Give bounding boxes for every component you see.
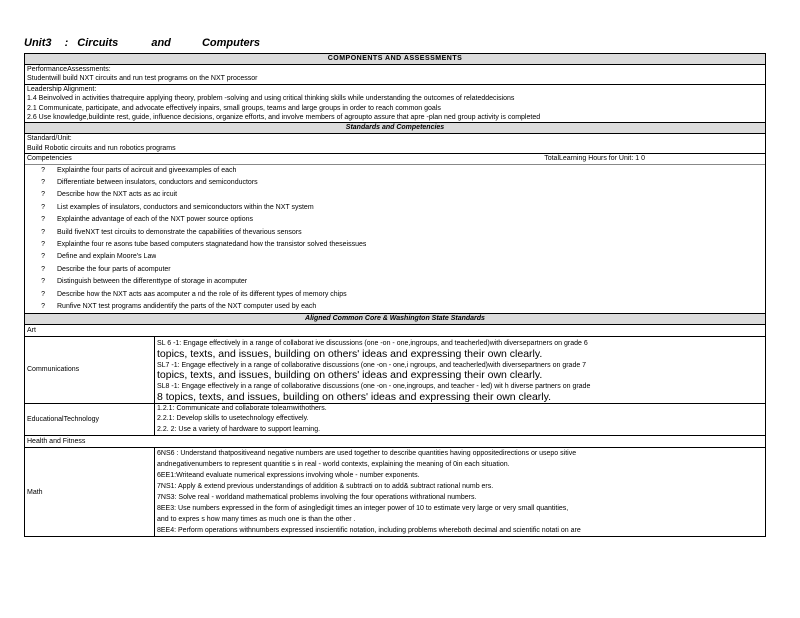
curriculum-table [24, 53, 766, 537]
bullet-marker: ? [41, 228, 45, 236]
list-item [25, 227, 765, 239]
edtech-content [155, 404, 765, 436]
unit-title-word-1: Circuits [77, 37, 119, 49]
competencies-label: Competencies [27, 155, 72, 163]
communications-row [25, 337, 765, 403]
competency-text: Describe how the NXT acts aas acomputer a nd the role of its different types of memory chips [57, 290, 347, 298]
health-fitness-row: Health and Fitness [25, 436, 765, 448]
bullet-marker: ? [41, 203, 45, 211]
bullet-marker: ? [41, 191, 45, 199]
performance-label: PerformanceAssessments: [27, 66, 111, 73]
competency-text: Describe how the NXT acts as ac ircuit [57, 191, 178, 199]
competency-text: Distinguish between the differenttype of storage in acomputer [57, 278, 248, 286]
math-standard: 8EE4: Perform operations withnumbers expressed inscientific notation, including problems whereboth decimal and scientific notati on are [157, 527, 581, 535]
bullet-marker: ? [41, 253, 45, 261]
list-item [25, 165, 765, 177]
bullet-marker: ? [41, 302, 45, 310]
standard-unit-section [25, 134, 765, 154]
edtech-standard: 1.2.1: Communicate and collaborate tolearnwithothers. [157, 404, 327, 412]
communications-standard-continued: 8 topics, texts, and issues, building on others' ideas and expressing their own clearly. [157, 391, 552, 403]
unit-title-number: Unit3 [24, 37, 52, 49]
competency-text: Describe the four parts of acomputer [57, 265, 171, 273]
standard-unit-label: Standard/Unit: [27, 135, 72, 143]
bullet-marker: ? [41, 290, 45, 298]
unit-title [24, 36, 766, 51]
bullet-marker: ? [41, 179, 45, 187]
list-item [25, 276, 765, 288]
math-row [25, 448, 765, 536]
communications-standard-continued: topics, texts, and issues, building on others' ideas and expressing their own clearly. [157, 348, 543, 360]
math-standard: andnegativenumbers to represent quantitie s in real - world contexts, explaining the meaning of 0in each situation. [157, 461, 510, 469]
total-hours-label: TotalLearning Hours for Unit: 1 0 [544, 155, 645, 163]
bullet-marker: ? [41, 216, 45, 224]
art-row: Art [25, 325, 765, 337]
communications-standard: SL 6 -1: Engage effectively in a range of collaborat ive discussions (one -on - one,ingroups, and teacherled)with diversepartners on grade 6 [157, 340, 588, 348]
list-item [25, 264, 765, 276]
communications-label: Communications [25, 337, 155, 402]
edtech-label: EducationalTechnology [25, 404, 155, 436]
aligned-standards-band: Aligned Common Core & Washington State Standards [25, 313, 765, 325]
list-item [25, 251, 765, 263]
unit-title-word-3: Computers [201, 37, 261, 49]
unit-title-word-2: and [151, 37, 171, 49]
leadership-line: 2.6 Use knowledge,buildinte rest, guide, influence decisions, organize efforts, and involve members of agroupto assure that apre -plan ned group activity is completed [27, 114, 541, 122]
bullet-marker: ? [41, 241, 45, 248]
math-label: Math [25, 448, 155, 536]
bullet-marker: ? [41, 265, 45, 273]
list-item [25, 189, 765, 201]
edtech-standard: 2.2. 2: Use a variety of hardware to support learning. [157, 425, 321, 433]
unit-title-separator: : [64, 37, 69, 49]
math-standard: and to expres s how many times as much one is than the other . [157, 516, 356, 524]
competency-text: List examples of insulators, conductors and semiconductors within the NXT system [57, 203, 314, 211]
competency-text: Explainthe advantage of each of the NXT power source options [57, 216, 253, 224]
competency-text: Runfive NXT test programs andidentify the parts of the NXT computer used by each [57, 302, 317, 310]
leadership-line: 1.4 Beinvolved in activities thatrequire applying theory, problem -solving and using critical thinking skills while understanding the outcomes of relateddecisions [27, 95, 515, 103]
bullet-marker: ? [41, 278, 45, 286]
competency-text: Explainthe four parts of acircuit and giveexamples of each [57, 166, 237, 174]
bullet-marker: ? [41, 166, 45, 174]
math-standard: 7NS1: Apply & extend previous understandings of addition & subtracti on to add& subtract rational numb ers. [157, 483, 494, 491]
list-item [25, 301, 765, 313]
competency-text: Define and explain Moore's Law [57, 253, 157, 261]
standards-band: Standards and Competencies [25, 122, 765, 134]
leadership-line: 2.1 Communicate, participate, and advocate effectively inpairs, small groups, teams and large groups in order to reach common goals [27, 104, 441, 112]
math-standard: 6NS6 : Understand thatpositiveand negative numbers are used together to describe quantities having oppositedirections or usepo sitive [157, 450, 577, 458]
list-item [25, 214, 765, 226]
list-item [25, 289, 765, 301]
performance-text: Studentwill build NXT circuits and run test programs on the NXT processor [27, 75, 258, 83]
standard-unit-text: Build Robotic circuits and run robotics programs [27, 144, 176, 152]
competencies-section [25, 154, 765, 313]
communications-standard: SL8 -1: Engage effectively in a range of collaborative discussions (one -on - one,ingroups, and teacher - led) wit h diverse partners on grade [157, 383, 591, 391]
list-item [25, 177, 765, 189]
competency-text: Differentiate between insulators, conductors and semiconductors [57, 179, 258, 187]
competency-text: Explainthe four re asons tube based computers stagnatedand how the transistor solved theseissues [57, 241, 367, 248]
edtech-row [25, 404, 765, 437]
list-item [25, 239, 765, 251]
performance-section [25, 65, 765, 85]
communications-standard-continued: topics, texts, and issues, building on others' ideas and expressing their own clearly. [157, 370, 543, 382]
competencies-header [25, 154, 765, 164]
components-band: COMPONENTS AND ASSESSMENTS [25, 54, 765, 65]
communications-content [155, 337, 765, 402]
math-content [155, 448, 765, 536]
math-standard: 8EE3: Use numbers expressed in the form of asingledigit times an integer power of 10 to estimate very large or very small quantities, [157, 505, 569, 513]
list-item [25, 202, 765, 214]
document-page [24, 36, 766, 537]
communications-standard: SL7 -1: Engage effectively in a range of collaborative discussions (one -on - one,i ngroups, and teacherled)with diversepartners on grade 7 [157, 361, 587, 369]
edtech-standard: 2.2.1: Develop skills to usetechnology effectively. [157, 415, 309, 423]
leadership-section [25, 85, 765, 123]
competency-text: Build fiveNXT test circuits to demonstrate the capabilities of thevarious sensors [57, 228, 302, 236]
leadership-label: Leadership Alignment: [27, 85, 97, 93]
math-standard: 7NS3: Solve real - worldand mathematical problems involving the four operations withrational numbers. [157, 494, 477, 502]
math-standard: 6EE1:Writeand evaluate numerical expressions involving whole - number exponents. [157, 472, 420, 480]
